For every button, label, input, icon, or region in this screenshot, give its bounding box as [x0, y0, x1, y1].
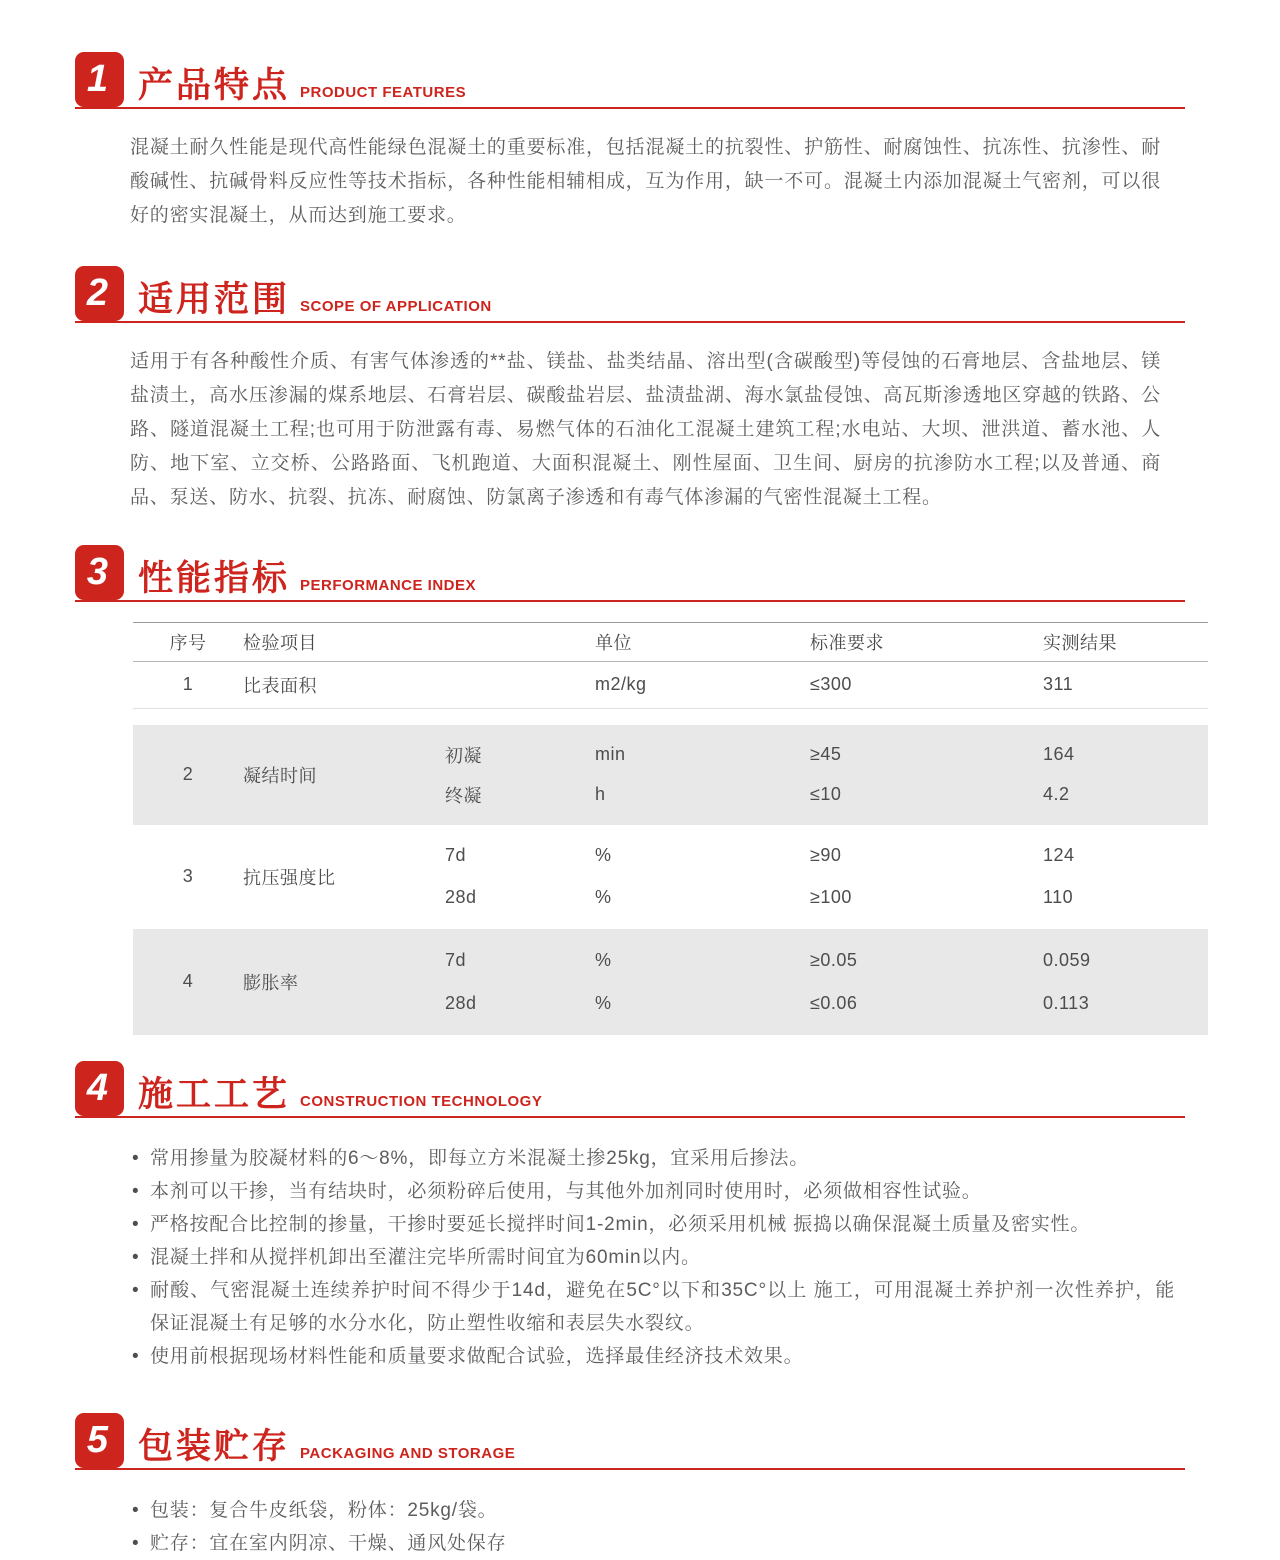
cell-item: 抗压强度比: [243, 867, 336, 888]
cell-sub: 终凝: [445, 785, 482, 806]
table-header-row: [133, 622, 1208, 662]
section-number-badge: [75, 1413, 124, 1468]
cell-sub: 7d: [445, 845, 467, 865]
product-features-paragraph: 混凝土耐久性能是现代高性能绿色混凝土的重要标准，包括混凝土的抗裂性、护筋性、耐腐蚀性、抗冻性、抗渗性、耐酸碱性、抗碱骨料反应性等技术指标，各种性能相辅相成，互为作用，缺一不可。混凝土内添加混凝土气密剂，可以很好的密实混凝土，从而达到施工要求。: [130, 137, 1161, 226]
cell-res: 110: [1043, 887, 1074, 907]
cell-unit: %: [595, 845, 612, 865]
section-5-header: [75, 1413, 1185, 1470]
section-number-badge: [75, 1061, 124, 1116]
cell-item: 凝结时间: [243, 765, 317, 786]
cell-res: 0.059: [1043, 949, 1091, 970]
scope-paragraph: 适用于有各种酸性介质、有害气体渗透的**盐、镁盐、盐类结晶、溶出型(含碳酸型)等侵蚀的石膏地层、含盐地层、镁盐渍土，高水压渗漏的煤系地层、石膏岩层、碳酸盐岩层、盐渍盐湖、海水氯盐侵蚀、高瓦斯渗透地区穿越的铁路、公路、隧道混凝土工程;也可用于防泄露有毒、易燃气体的石油化工混凝土建筑工程;水电站、大坝、泄洪道、蓄水池、人防、地下室、立交桥、公路路面、飞机跑道、大面积混凝土、刚性屋面、卫生间、厨房的抗渗防水工程;以及普通、商品、泵送、防水、抗裂、抗冻、耐腐蚀、防氯离子渗透和有毒气体渗漏的气密性混凝土工程。: [130, 351, 1161, 508]
cell-std: ≤300: [810, 674, 852, 694]
cell-no: 2: [182, 764, 194, 784]
section-title-en: PERFORMANCE INDEX: [300, 576, 477, 594]
cell-res: 0.113: [1043, 992, 1090, 1013]
list-item: • 混凝土拌和从搅拌机卸出至灌注完毕所需时间宜为60min以内。: [130, 1241, 1175, 1274]
cell-item: 膨胀率: [243, 972, 299, 993]
section-number-badge: [75, 52, 124, 107]
cell-std: ≤10: [810, 784, 842, 804]
cell-res: 311: [1043, 674, 1074, 694]
cell-no: 1: [182, 674, 194, 694]
cell-no: 3: [182, 866, 194, 886]
section-1-header: [75, 52, 1185, 109]
cell-res: 164: [1043, 744, 1075, 764]
list-item: • 包装：复合牛皮纸袋，粉体：25kg/袋。: [130, 1494, 1175, 1527]
table-row-group: [133, 725, 1208, 825]
section-number: 5: [86, 1418, 109, 1461]
cell-no: 4: [182, 971, 194, 991]
section-number: 1: [86, 58, 109, 100]
section-number: 2: [86, 272, 109, 315]
section-title-zh: 性能指标: [138, 558, 291, 598]
cell-sub: 28d: [445, 887, 477, 907]
cell-std: ≥45: [810, 744, 842, 764]
cell-item: 比表面积: [243, 675, 317, 696]
section-2-header: [75, 266, 1185, 323]
cell-sub: 初凝: [445, 745, 482, 766]
list-item: • 常用掺量为胶凝材料的6～8%，即每立方米混凝土掺25kg，宜采用后掺法。: [130, 1142, 1175, 1175]
cell-sub: 28d: [445, 992, 477, 1013]
section-title-en: PRODUCT FEATURES: [300, 84, 467, 101]
section-title-zh: 产品特点: [138, 66, 291, 105]
col-header-res: 实测结果: [1043, 632, 1117, 653]
list-item: • 贮存：宜在室内阴凉、干燥、通风处保存: [130, 1527, 1175, 1560]
cell-unit: min: [595, 744, 626, 764]
list-item: • 使用前根据现场材料性能和质量要求做配合试验，选择最佳经济技术效果。: [130, 1340, 1175, 1373]
datasheet-page: [75, 0, 1185, 1560]
section-3-header: [75, 545, 1185, 602]
section-title-zh: 包装贮存: [138, 1426, 291, 1466]
cell-std: ≤0.06: [810, 992, 858, 1013]
section-4-header: [75, 1061, 1185, 1118]
cell-std: ≥90: [810, 845, 842, 865]
section-scope-of-application: [75, 266, 1185, 514]
section-title-zh: 施工工艺: [138, 1074, 291, 1114]
cell-unit: %: [595, 887, 612, 907]
cell-std: ≥100: [810, 887, 852, 907]
section-title-en: SCOPE OF APPLICATION: [300, 298, 492, 316]
section-title-en: CONSTRUCTION TECHNOLOGY: [300, 1092, 543, 1110]
table-row-group: [133, 929, 1208, 1035]
section-title-zh: 适用范围: [138, 280, 291, 320]
construction-steps-list: [75, 1118, 1185, 1373]
table-row-group: [133, 825, 1208, 929]
list-item: • 严格按配合比控制的掺量，干掺时要延长搅拌时间1-2min，必须采用机械 振捣以确保混凝土质量及密实性。: [130, 1208, 1175, 1241]
packaging-storage-list: [75, 1470, 1185, 1560]
cell-res: 4.2: [1043, 784, 1070, 804]
section-performance-index: [75, 545, 1185, 1035]
col-header-std: 标准要求: [810, 632, 884, 653]
section-number: 3: [86, 550, 109, 593]
list-item: • 耐酸、气密混凝土连续养护时间不得少于14d，避免在5C°以下和35C°以上 施工，可用混凝土养护剂一次性养护，能保证混凝土有足够的水分水化，防止塑性收缩和表层失水裂纹。: [130, 1274, 1175, 1340]
col-header-item: 检验项目: [243, 632, 317, 653]
cell-std: ≥0.05: [810, 949, 858, 970]
col-header-no: 序号: [169, 632, 207, 653]
col-header-unit: 单位: [595, 632, 632, 653]
section-number-badge: [75, 545, 124, 600]
section-construction-technology: [75, 1061, 1185, 1373]
cell-unit: %: [595, 992, 612, 1013]
cell-unit: %: [595, 949, 612, 970]
section-number-badge: [75, 266, 124, 321]
cell-unit: m2/kg: [595, 674, 647, 694]
section-packaging-storage: [75, 1413, 1185, 1560]
section-number: 4: [86, 1066, 109, 1109]
performance-index-table: [133, 622, 1208, 1035]
section-title-en: PACKAGING AND STORAGE: [300, 1444, 516, 1462]
list-item: • 本剂可以干掺，当有结块时，必须粉碎后使用，与其他外加剂同时使用时，必须做相容性试验。: [130, 1175, 1175, 1208]
section-product-features: [75, 52, 1185, 232]
cell-res: 124: [1043, 845, 1075, 865]
table-row: [133, 662, 1208, 709]
cell-sub: 7d: [445, 949, 467, 970]
cell-unit: h: [595, 784, 606, 804]
table-spacer: [133, 709, 1208, 725]
